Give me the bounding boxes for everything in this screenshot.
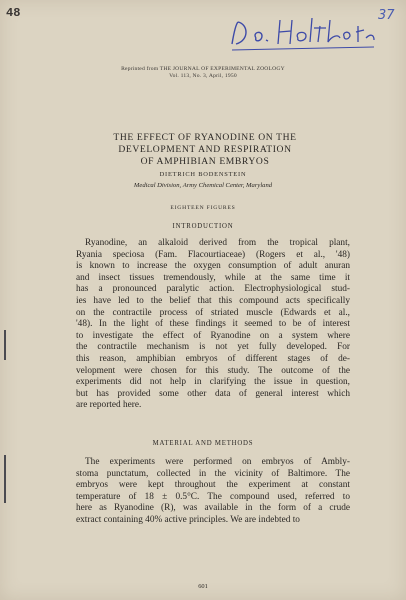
text-line: to investigate the effect of Ryanodine on a system where: [76, 330, 350, 341]
introduction-heading: INTRODUCTION: [172, 223, 234, 230]
margin-pencil-mark: [4, 330, 6, 360]
text-line: has a pronounced paralytic action. Electrophysiological stud-: [76, 284, 350, 295]
text-line: extract containing 40% active principles. We are indebted to: [76, 514, 300, 525]
text-line: '48). In the light of these findings it seemed to be of interest: [76, 319, 350, 330]
figures-note: EIGHTEEN FIGURES: [170, 205, 236, 211]
material-methods-paragraph: [76, 457, 350, 527]
author-affiliation: Medical Division, Army Chemical Center, Maryland: [133, 182, 273, 189]
author-name: DIETRICH BODENSTEIN: [159, 171, 247, 178]
text-line: and insect tissues tremendously, while at the same time it: [76, 272, 350, 283]
text-line: Ryanodine, an alkaloid derived from the tropical plant,: [85, 238, 350, 248]
title-line-1: THE EFFECT OF RYANODINE ON THE: [113, 132, 297, 143]
handwritten-page-mark: 37: [378, 8, 395, 23]
page-number: 601: [198, 583, 208, 590]
title-line-3: OF AMPHIBIAN EMBRYOS: [140, 156, 270, 167]
text-line: experiments did not help in clarifying the issue in question,: [76, 377, 350, 388]
material-methods-heading: MATERIAL AND METHODS: [152, 440, 254, 447]
text-line: here as Ryanodine (R), was available in the form of a crude: [76, 503, 350, 514]
text-line: is known to increase the oxygen consumption of adult anuran: [76, 261, 350, 272]
text-line: this reason, amphibian embryos of different stages of de-: [76, 353, 350, 364]
reprint-line-1: Reprinted from THE JOURNAL OF EXPERIMENTAL ZOOLOGY: [121, 66, 285, 72]
text-line: ies have led to the belief that this compound acts specifically: [76, 295, 350, 306]
text-line: velopment were chosen for this study. The outcome of the: [76, 365, 350, 376]
text-line: Ryania speciosa (Fam. Flacourtiaceae) (Rogers et al., '48): [76, 249, 350, 260]
margin-pencil-mark: [4, 455, 6, 503]
text-line: are reported here.: [76, 400, 142, 411]
text-line: The experiments were performed on embryos of Ambly-: [85, 457, 350, 467]
title-line-2: DEVELOPMENT AND RESPIRATION: [118, 144, 292, 155]
text-line: the contractile mechanism is not yet fully developed. For: [76, 342, 350, 353]
text-line: on the contractile process of striated muscle (Edwards et al.,: [76, 307, 350, 318]
text-line: but has provided some other data of general interest which: [76, 388, 350, 399]
corner-number: 48: [6, 6, 21, 20]
paper-title: [60, 132, 350, 168]
text-line: stoma punctatum, collected in the vicinity of Baltimore. The: [76, 468, 350, 479]
introduction-paragraph: [76, 238, 350, 412]
reprint-line-2: Vol. 113, No. 3, April, 1950: [169, 73, 237, 79]
text-line: embryos were kept throughout the experiment at constant: [76, 480, 350, 491]
reprint-notice: [0, 66, 406, 80]
handwritten-signature: [228, 14, 378, 54]
text-line: temperature of 18 ± 0.5°C. The compound used, referred to: [76, 491, 350, 502]
